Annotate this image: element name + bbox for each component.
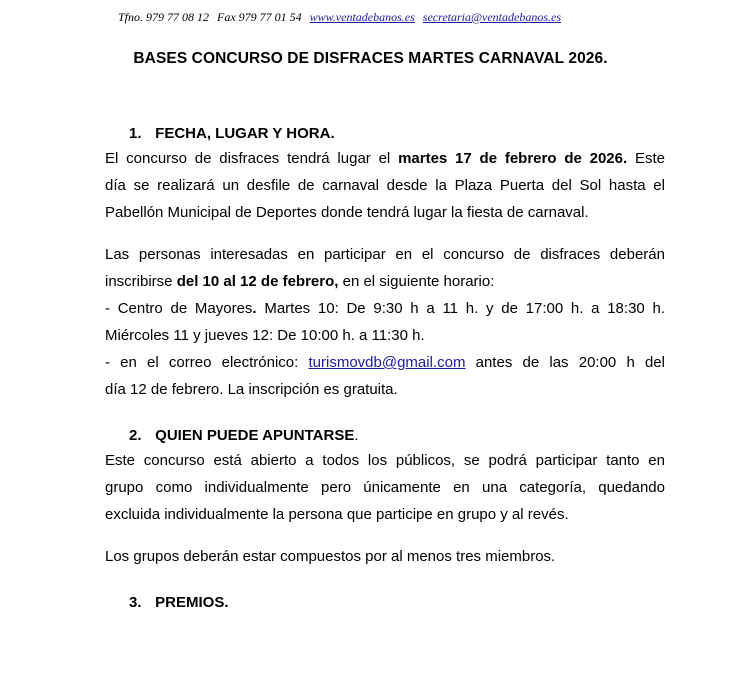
text-line: Las personas interesadas en participar en el concurso de disfraces deberán	[105, 246, 665, 263]
text-line: día 12 de febrero. La inscripción es gratuita.	[105, 381, 398, 398]
section-title: QUIEN PUEDE APUNTARSE	[155, 427, 355, 444]
phone-number: Tfno. 979 77 08 12	[118, 10, 210, 24]
section-number: 2.	[129, 427, 142, 444]
document-body	[105, 123, 665, 614]
text-line: - Centro de Mayores. Martes 10: De 9:30 h a 11 h. y de 17:00 h. a 18:30 h.	[105, 300, 665, 317]
registration-email-link[interactable]: turismovdb@gmail.com	[308, 354, 466, 371]
section-1-paragraph-2	[105, 241, 665, 403]
section-1-paragraph-1	[105, 145, 665, 226]
section-number: 1.	[129, 125, 142, 142]
registration-dates: del 10 al 12 de febrero,	[176, 273, 339, 290]
text-line: - en el correo electrónico: turismovdb@gmail.com antes de las 20:00 h del	[105, 354, 665, 371]
section-title: PREMIOS.	[155, 594, 229, 611]
event-date: martes 17 de febrero de 2026.	[398, 150, 628, 167]
text-line: excluida individualmente la persona que participe en grupo y al revés.	[105, 506, 569, 523]
section-2-heading: 2. QUIEN PUEDE APUNTARSE.	[129, 425, 665, 447]
text-line: Los grupos deberán estar compuestos por al menos tres miembros.	[105, 548, 556, 565]
text-line: grupo como individualmente pero únicamente en una categoría, quedando	[105, 479, 665, 496]
section-3-heading	[129, 592, 665, 614]
section-number: 3.	[129, 594, 142, 611]
website-link[interactable]: www.ventadebanos.es	[309, 10, 415, 24]
text-line: Miércoles 11 y jueves 12: De 10:00 h. a 11:30 h.	[105, 327, 425, 344]
email-link[interactable]: secretaria@ventadebanos.es	[422, 10, 562, 24]
text-line: día se realizará un desfile de carnaval desde la Plaza Puerta del Sol hasta el	[105, 177, 665, 194]
section-title: FECHA, LUGAR Y HORA.	[155, 125, 335, 142]
text-line: Este concurso está abierto a todos los públicos, se podrá participar tanto en	[105, 452, 665, 469]
text-line: El concurso de disfraces tendrá lugar el martes 17 de febrero de 2026. Este	[105, 150, 665, 167]
text-line: inscribirse del 10 al 12 de febrero, en el siguiente horario:	[105, 273, 495, 290]
section-2-paragraph-2	[105, 543, 665, 570]
document-title: BASES CONCURSO DE DISFRACES MARTES CARNAVAL 2026.	[133, 50, 608, 67]
letterhead-contact	[0, 10, 741, 25]
fax-number: Fax 979 77 01 54	[217, 10, 302, 24]
text-line: Pabellón Municipal de Deportes donde tendrá lugar la fiesta de carnaval.	[105, 204, 589, 221]
section-2-paragraph-1	[105, 447, 665, 528]
section-1-heading	[129, 123, 665, 145]
